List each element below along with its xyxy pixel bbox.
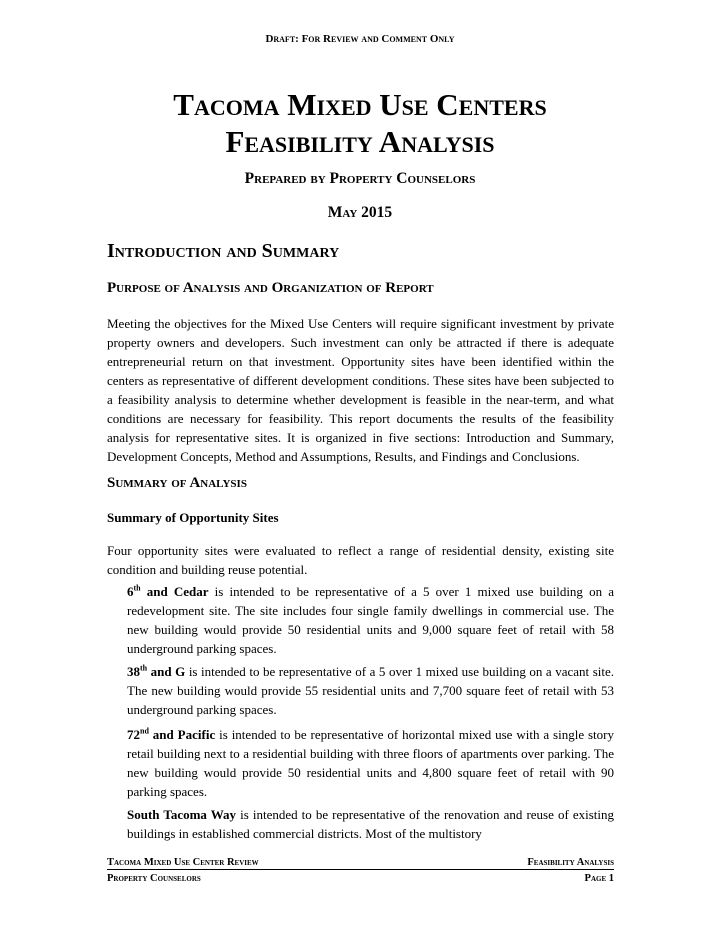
document-title-line-2: Feasibility Analysis xyxy=(225,124,495,159)
site-item xyxy=(127,805,614,843)
site-name: 38th and G xyxy=(127,663,186,679)
site-description: is intended to be representative of a 5 over 1 mixed use building on a redevelopment site. The site includes four single family dwellings in commercial use. The new building would provide 50 residential units and 9,000 square feet of retail with 58 underground parking spaces. xyxy=(127,584,614,656)
footer-report-name: Tacoma Mixed Use Center Review xyxy=(107,857,259,868)
page-number: Page 1 xyxy=(584,873,614,884)
site-description: is intended to be representative of the renovation and reuse of existing buildings in established commercial districts. Most of the multistory xyxy=(127,807,614,841)
heading-opportunity-sites: Summary of Opportunity Sites xyxy=(107,510,279,525)
document-title-line-1: Tacoma Mixed Use Centers xyxy=(173,87,547,122)
section-heading-introduction: Introduction and Summary xyxy=(107,240,340,262)
site-item xyxy=(127,582,614,658)
footer-author: Property Counselors xyxy=(107,873,201,884)
footer-divider xyxy=(107,869,614,870)
document-date: May 2015 xyxy=(327,204,393,221)
subsection-heading-purpose: Purpose of Analysis and Organization of Report xyxy=(107,280,434,296)
site-item xyxy=(127,725,614,801)
site-item xyxy=(127,662,614,719)
site-name: 6th and Cedar xyxy=(127,583,209,599)
purpose-paragraph: Meeting the objectives for the Mixed Use Centers will require significant investment by private property owners and developers. Such investment can only be attracted if there is adequate entrepreneurial return on that investment. Opportunity sites have been identified within the centers as representative of different development conditions. These sites have been subjected to a feasibility analysis to determine whether development is feasible in the near-term, and what conditions are necessary for feasibility. This report documents the results of the feasibility analysis for representative sites. It is organized in five sections: Introduction and Summary, Development Concepts, Method and Assumptions, Results, and Findings and Conclusions. xyxy=(107,316,614,464)
opportunity-sites-paragraph: Four opportunity sites were evaluated to reflect a range of residential density, existing site condition and building reuse potential. xyxy=(107,543,614,577)
prepared-by: Prepared by Property Counselors xyxy=(244,170,476,187)
site-name: South Tacoma Way xyxy=(127,807,237,822)
site-description: is intended to be representative of horizontal mixed use with a single story retail building next to a residential building with three floors of apartments over parking. The new building would provide 50 residential units and 4,800 square feet of retail with 90 parking spaces. xyxy=(127,727,614,799)
site-name: 72nd and Pacific xyxy=(127,726,216,742)
site-description: is intended to be representative of a 5 over 1 mixed use building on a vacant site. The new building would provide 55 residential units and 7,700 square feet of retail with 53 underground parking spaces. xyxy=(127,664,614,717)
subsection-heading-summary: Summary of Analysis xyxy=(107,475,247,491)
draft-notice: Draft: For Review and Comment Only xyxy=(265,33,455,45)
footer-report-type: Feasibility Analysis xyxy=(527,857,614,868)
